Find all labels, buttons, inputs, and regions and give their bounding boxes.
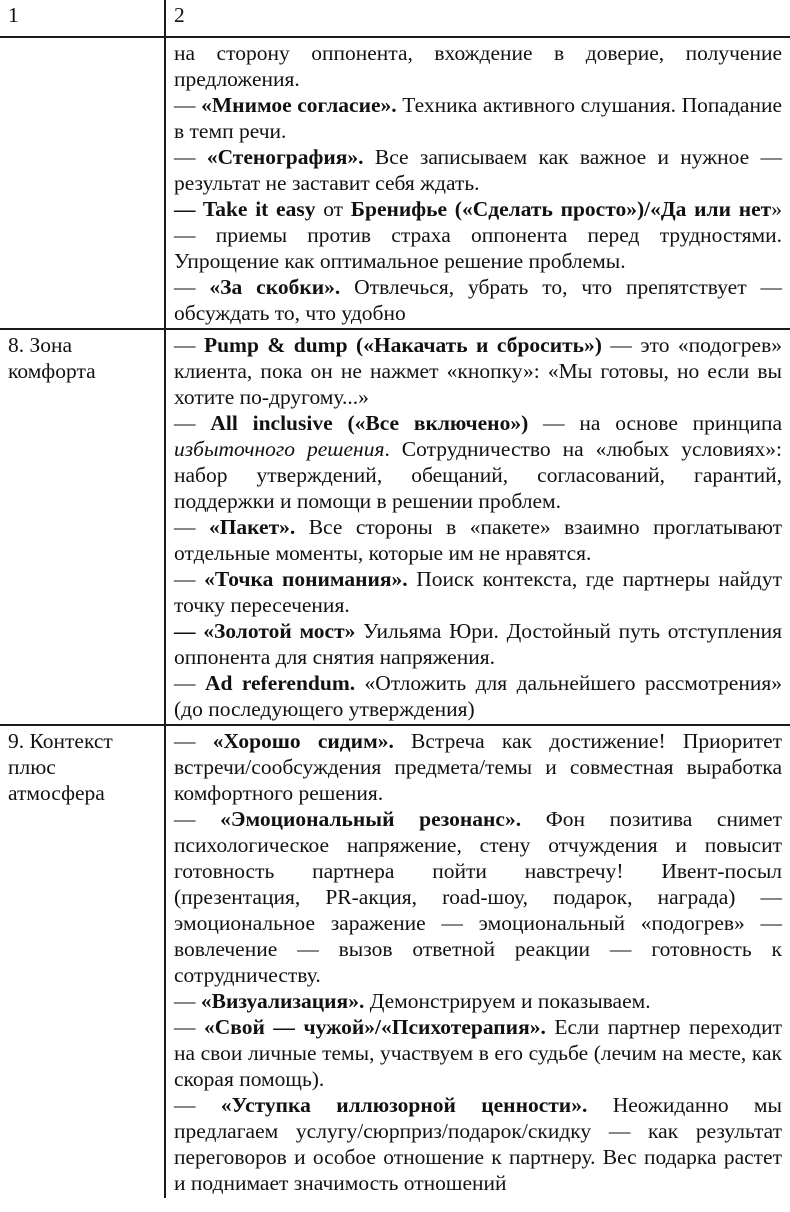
column-header-1: 1 — [0, 0, 165, 37]
technique-name: «За скобки». — [209, 275, 341, 299]
technique-name: «Мнимое согласие». — [201, 93, 397, 117]
italic-term: избыточного решения — [174, 437, 385, 461]
table-header-row — [0, 0, 790, 37]
technique-paragraph: — «Уступка иллюзорной ценности». Неожиданно мы предлагаем услугу/сюрприз/подарок/скидку — как результат переговоров и особое отношение к партнеру. Вес подарка растет и поднимает значимость отношений — [174, 1093, 782, 1195]
technique-name: Pump & dump («Накачать и сбросить») — [203, 333, 602, 357]
technique-paragraph: на сторону оппонента, вхождение в доверие, получение предложения. — [174, 41, 782, 91]
technique-paragraph: — «Визуализация». Демонстрируем и показываем. — [174, 989, 651, 1013]
row-content — [165, 329, 790, 725]
technique-name: «Стенография». — [206, 145, 364, 169]
table-row — [0, 329, 790, 725]
technique-paragraph: — All inclusive («Все включено») — на основе принципа избыточного решения. Сотрудничество на «любых условиях»: набор утверждений, обещаний, согласований, гарантий, поддержки и помощи в решении проблем. — [174, 411, 782, 513]
row-label — [0, 37, 165, 329]
row-label: 9. Контекст плюс атмосфера — [0, 725, 165, 1198]
technique-paragraph: — «Пакет». Все стороны в «пакете» взаимно проглатывают отдельные моменты, которые им не нравятся. — [174, 515, 782, 565]
technique-author: Бренифье («Сделать просто»)/«Да или нет — [350, 197, 772, 221]
row-content — [165, 725, 790, 1198]
technique-paragraph: — Pump & dump («Накачать и сбросить») — это «подогрев» клиента, пока он не нажмет «кнопку»: «Мы готовы, но если вы хотите по-другому...» — [174, 333, 783, 409]
table-row — [0, 37, 790, 329]
technique-paragraph: — «Золотой мост» Уильяма Юри. Достойный путь отступления оппонента для снятия напряжения. — [174, 619, 782, 669]
row-content — [165, 37, 790, 329]
technique-name: «Свой — чужой»/«Психотерапия». — [204, 1015, 546, 1039]
technique-name: All inclusive («Все включено») — [210, 411, 529, 435]
technique-paragraph: — Take it easy от Бренифье («Сделать просто»)/«Да или нет» — приемы против страха оппонента перед трудностями. Упрощение как оптимальное решение проблемы. — [174, 197, 782, 273]
technique-name: «Пакет». — [208, 515, 296, 539]
technique-paragraph: — «Стенография». Все записываем как важное и нужное — результат не заставит себя ждать. — [174, 145, 782, 195]
technique-name: Ad referendum. — [204, 671, 356, 695]
technique-paragraph: — «Эмоциональный резонанс». Фон позитива снимет психологическое напряжение, стену отчуждения и повысит готовность партнера пойти навстречу! Ивент-посыл (презентация, PR-акция, road-шоу, подарок, награда) — эмоциональное заражение — эмоциональный «подогрев» — вовлечение — вызов ответной реакции — готовность к сотрудничеству. — [174, 807, 782, 987]
column-header-2: 2 — [165, 0, 790, 37]
technique-name: «Визуализация». — [200, 989, 365, 1013]
technique-name: «Хорошо сидим». — [212, 729, 394, 753]
technique-name: «Точка понимания». — [204, 567, 408, 591]
technique-name: «Уступка иллюзорной ценности». — [220, 1093, 588, 1117]
technique-paragraph: — «Мнимое согласие». Техника активного слушания. Попадание в темп речи. — [174, 93, 782, 143]
technique-name: «Эмоциональный резонанс». — [220, 807, 522, 831]
table-row — [0, 725, 790, 1198]
technique-name: «Золотой мост» — [203, 619, 356, 643]
technique-paragraph: — «Хорошо сидим». Встреча как достижение! Приоритет встречи/сообсуждения предмета/темы и совместная выработка комфортного решения. — [174, 729, 783, 805]
technique-paragraph: — Ad referendum. «Отложить для дальнейшего рассмотрения» (до последующего утверждения) — [174, 671, 782, 721]
row-label: 8. Зона комфорта — [0, 329, 165, 725]
technique-name: Take it easy — [202, 197, 316, 221]
technique-paragraph: — «Точка понимания». Поиск контекста, где партнеры найдут точку пересечения. — [174, 567, 783, 617]
technique-paragraph: — «Свой — чужой»/«Психотерапия». Если партнер переходит на свои личные темы, участвуем в его судьбе (лечим на месте, как скорая помощь). — [174, 1015, 783, 1091]
technique-paragraph: — «За скобки». Отвлечься, убрать то, что препятствует — обсуждать то, что удобно — [174, 275, 783, 325]
